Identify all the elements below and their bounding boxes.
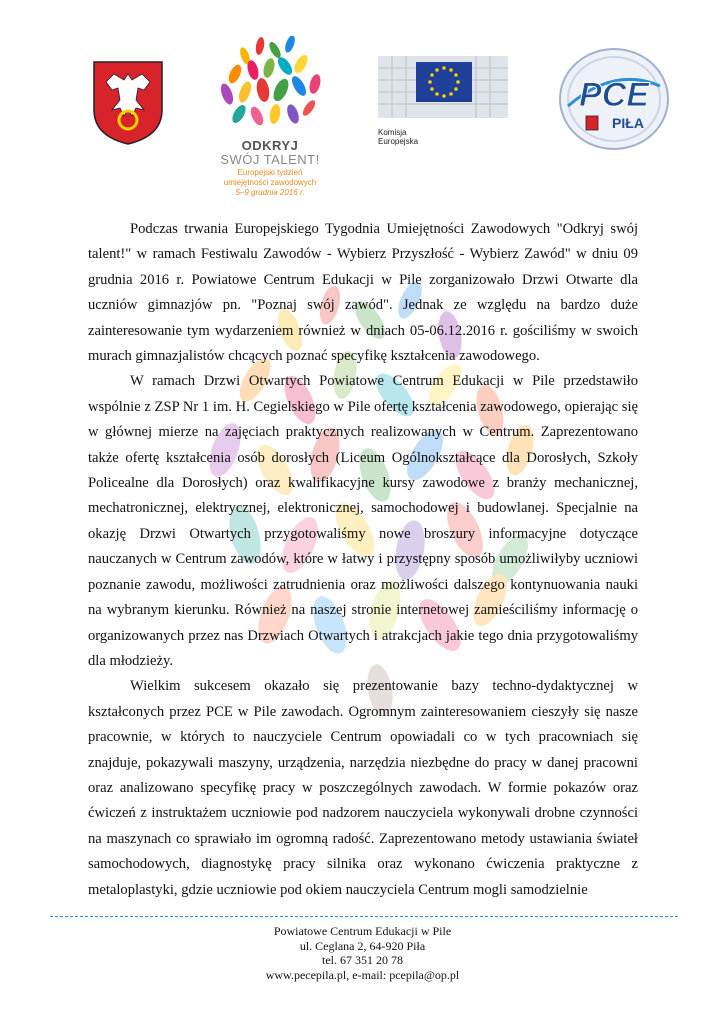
footer-divider xyxy=(50,916,678,917)
talent-line4: umiejętności zawodowych xyxy=(223,178,317,187)
footer-web-email: www.pecepila.pl, e-mail: pcepila@op.pl xyxy=(265,967,460,982)
eu-building-icon xyxy=(378,48,508,126)
coat-of-arms-logo xyxy=(92,60,164,146)
talent-subtitle xyxy=(205,168,335,188)
talent-dates: 5–9 grudnia 2016 r. xyxy=(235,188,305,197)
paragraph-2: W ramach Drzwi Otwartych Powiatowe Centrum Edukacji w Pile przedstawiło wspólnie z ZSP Nr 1 im. H. Cegielskiego w Pile ofertę kształcenia zawodowego, opierając się w głównej mierze na zajęciach praktycznych realizowanych w Centrum. Zaprezentowano także ofertę kształcenia osób dorosłych (Liceum Ogólnokształcące dla Dorosłych, Szkoły Policealne dla Dorosłych) oraz kwalifikacyjne kursy zawodowe z branży mechanicznej, mechatronicznej, elektrycznej, elektronicznej, samochodowej i budowlanej. Specjalnie na okazję Drzwi Otwartych przygotowaliśmy nowe broszury informacyjne dotyczące nauczanych w Centrum zawodów, które w łatwy i przystępny sposób umożliwiłyby uczniowi poznanie zawodu, możliwości zatrudnienia oraz możliwości dalszego kontynuowania nauki na wybranym kierunku. Również na naszej stronie internetowej zamieściliśmy informację o organizowanych przez nas Drzwiach Otwartych i atrakcjach jakie tego dnia przygotowaliśmy dla młodzieży. xyxy=(88,373,638,669)
leaves-icon xyxy=(205,36,335,136)
talent-line3: Europejski tydzień xyxy=(237,168,303,177)
talent-line2: SWÓJ TALENT! xyxy=(220,152,320,167)
pce-logo-text: PCE xyxy=(579,76,649,114)
european-commission-logo xyxy=(378,48,508,148)
document-body xyxy=(88,217,638,903)
paragraph-1: Podczas trwania Europejskiego Tygodnia Umiejętności Zawodowych "Odkryj swój talent!" w ramach Festiwalu Zawodów - Wybierz Przyszłość - Wybierz Zawód" w dniu 09 grudnia 2016 r. Powiatowe Centrum Edukacji w Pile zorganizowało Drzwi Otwarte dla uczniów gimnazjów pn. "Poznaj swój zawód". Jednak ze względu na bardzo duże zainteresowanie tym wydarzeniem również w dniach 05-06.12.2016 r. gościliśmy w swoich murach gimnazjalistów chcących poznać specyfikę kształcenia zawodowego. xyxy=(88,221,638,365)
paragraph-3: Wielkim sukcesem okazało się prezentowanie bazy techno-dydaktycznej w kształconych przez PCE w Pile zawodach. Ogromnym zainteresowaniem cieszyły się nasze pracownie, w których to nauczyciele Centrum opowiadali co w tych pracowniach się znajduje, pokazywali maszyny, urządzenia, narzędzia niezbędne do pracy w danej pracowni oraz analizowano specyfikę pracy w poszczególnych zawodach. W formie pokazów oraz ćwiczeń z instruktażem uczniowie pod nadzorem nauczyciela wykonywali drobne czynności na maszynach co sprawiało im ogromną radość. Zaprezentowano metody ustawiania świateł samochodowych, diagnostykę pracy silnika oraz wykonano ćwiczenia praktyczne z metaloplastyki, gdzie uczniowie pod okiem nauczyciela Centrum mogli samodzielnie xyxy=(88,678,638,898)
pce-pila-logo xyxy=(558,46,670,152)
pce-logo-subtext: PIŁA xyxy=(612,115,644,131)
eu-label-line2: Europejska xyxy=(378,137,419,146)
odkryj-talent-logo xyxy=(205,36,335,196)
page-footer xyxy=(0,924,725,982)
talent-line1: ODKRYJ xyxy=(241,138,299,153)
footer-organization: Powiatowe Centrum Edukacji w Pile xyxy=(273,924,452,938)
page-header xyxy=(0,0,725,200)
eu-label xyxy=(378,128,418,146)
eu-label-line1: Komisja xyxy=(378,128,407,137)
footer-phone: tel. 67 351 20 78 xyxy=(322,953,403,968)
footer-address: ul. Ceglana 2, 64-920 Piła xyxy=(299,938,426,953)
